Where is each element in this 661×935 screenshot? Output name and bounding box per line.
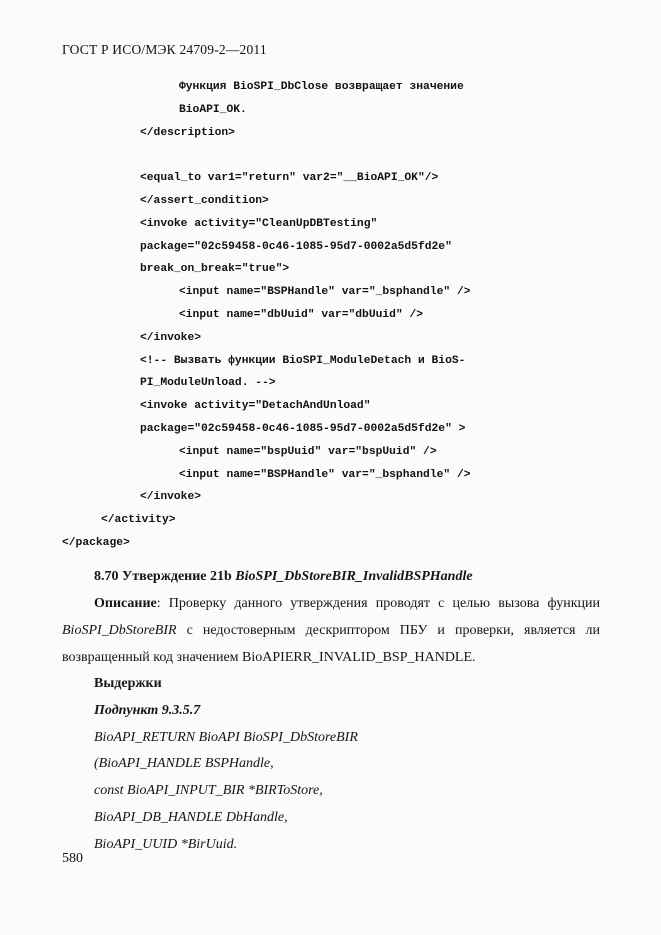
code-line: </invoke> bbox=[140, 491, 202, 504]
document-header: ГОСТ Р ИСО/МЭК 24709-2—2011 bbox=[62, 42, 267, 57]
description-text-2: с недостоверным дескриптором ПБУ и проверки, является ли возвращенный код значением BioAPIERR_INVALID_BSP_HANDLE. bbox=[62, 623, 600, 665]
signature-line: BioAPI_DB_HANDLE DbHandle, bbox=[94, 809, 288, 825]
description-label: Описание bbox=[94, 596, 157, 611]
description-function: BioSPI_DbStoreBIR bbox=[62, 623, 177, 638]
code-line: package="02c59458-0c46-1085-95d7-0002a5d5fd2e" bbox=[140, 240, 452, 253]
section-assertion-name: BioSPI_DbStoreBIR_InvalidBSPHandle bbox=[235, 569, 473, 584]
code-line: <equal_to var1="return" var2="__BioAPI_OK"/> bbox=[140, 172, 439, 185]
section-heading bbox=[62, 563, 600, 590]
code-line: </invoke> bbox=[140, 331, 202, 344]
code-line: <!-- Вызвать функции BioSPI_ModuleDetach и BioS- bbox=[140, 354, 466, 367]
page-number: 580 bbox=[62, 851, 83, 866]
code-line bbox=[62, 144, 471, 167]
signature-line: const BioAPI_INPUT_BIR *BIRToStore, bbox=[94, 783, 323, 799]
description-text-1: : Проверку данного утверждения проводят с целью вызова функции bbox=[156, 596, 600, 611]
code-line: </description> bbox=[140, 126, 235, 139]
description-paragraph bbox=[62, 590, 600, 671]
code-line: break_on_break="true"> bbox=[140, 263, 290, 276]
code-line: </activity> bbox=[101, 514, 176, 527]
subclause-label: Подпункт 9.3.5.7 bbox=[94, 702, 201, 718]
excerpts-label: Выдержки bbox=[94, 676, 162, 691]
code-line: package="02c59458-0c46-1085-95d7-0002a5d5fd2e" > bbox=[140, 422, 466, 435]
code-line: </package> bbox=[62, 536, 130, 549]
code-line: <invoke activity="CleanUpDBTesting" bbox=[140, 217, 378, 230]
code-line: <invoke activity="DetachAndUnload" bbox=[140, 400, 371, 413]
signature-line: BioAPI_UUID *BirUuid. bbox=[94, 836, 238, 852]
code-line: <input name="bspUuid" var="bspUuid" /> bbox=[179, 445, 437, 458]
code-line: PI_ModuleUnload. --> bbox=[140, 377, 276, 390]
subclause-heading bbox=[62, 698, 600, 725]
section-number-title: 8.70 Утверждение 21b bbox=[94, 569, 236, 584]
section-body bbox=[62, 563, 600, 859]
xml-code-block bbox=[62, 76, 471, 555]
code-line: Функция BioSPI_DbClose возвращает значение bbox=[179, 81, 464, 93]
signature-line: BioAPI_RETURN BioAPI BioSPI_DbStoreBIR bbox=[94, 729, 358, 745]
signature-line: (BioAPI_HANDLE BSPHandle, bbox=[94, 756, 274, 772]
code-line: </assert_condition> bbox=[140, 194, 269, 207]
code-line: <input name="BSPHandle" var="_bsphandle" /> bbox=[179, 286, 471, 299]
code-line: <input name="BSPHandle" var="_bsphandle" /> bbox=[179, 468, 471, 481]
excerpts-heading bbox=[62, 671, 600, 698]
code-line: BioAPI_OK. bbox=[179, 103, 247, 116]
code-line: <input name="dbUuid" var="dbUuid" /> bbox=[179, 308, 424, 321]
